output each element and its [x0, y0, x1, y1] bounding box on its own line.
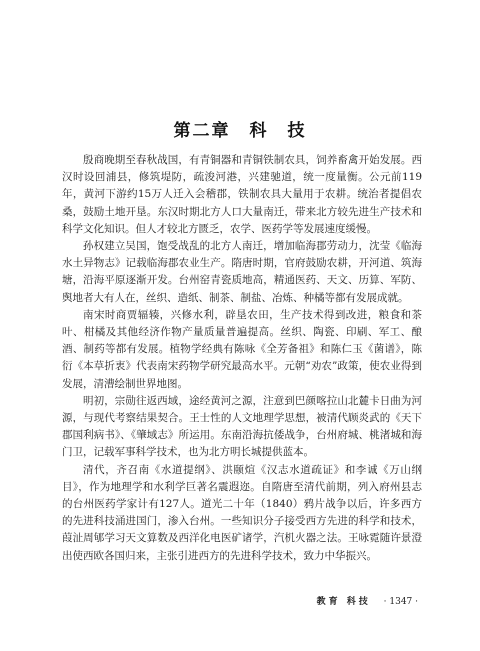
page-number: · 1347 ·: [383, 597, 418, 607]
footer-section-name: 教育 科技: [316, 597, 371, 607]
paragraph-3: 南宋时商贾辐辏，兴修水利，辟垦农田，生产技术得到改进，粮食和茶叶、柑橘及其他经济作物产量质量普遍提高。丝织、陶瓷、印刷、军工、酿酒、制药等都有发展。植物学经典有陈咏《全芳备祖》和陈仁玉《菌谱》，陈衍《本草折衷》代表南宋药物学研究最高水平。元朝“劝农”政策，使农业得到发展，清漕绘制世界地图。: [62, 308, 422, 390]
body-text: [62, 152, 422, 565]
paragraph-4: 明初，宗勋往返西域，途经黄河之源，注意到巴颜喀拉山北麓卡日曲为河源，与现代考察结果契合。王士性的人文地理学思想，被清代顾炎武的《天下郡国利病书》、《肇域志》所运用。东南沿海抗倭战争，台州府城、桃渚城和海门卫，记载军事科学技术，也为北方明长城提供蓝本。: [62, 394, 422, 459]
paragraph-2: 孙权建立吴国，饱受战乱的北方人南迁，增加临海郡劳动力，沈莹《临海水土异物志》记载临海郡农业生产。隋唐时期，官府鼓励农耕，开河道、筑海塘，沿海平原逐渐开发。台州窑青瓷质地高，精通医药、天文、历算、军防、舆地者大有人在，丝织、造纸、制茶、制盐、冶炼、种橘等都有发展成就。: [62, 240, 422, 304]
paragraph-5: 清代，齐召南《水道提纲》、洪颐煊《汉志水道疏证》和李诚《万山纲目》，作为地理学和水利学巨著名震遐迩。自隋唐至清代前期，列入府州县志的台州医药学家计有127人。道光二十年（1840）鸦片战争以后，许多西方的先进科技涌进国门，渗入台州。一些知识分子接受西方先进的科学和技术，葭沚周郇学习天文算数及西洋化电医矿诸学，汽机火器之法。王咏霓随许景澄出使西欧各国归来，主张引进西方的先进科学技术，致力中华振兴。: [62, 463, 422, 562]
paragraph-1: 殷商晚期至春秋战国，有青铜器和青铜铁制农具，饲养畜禽开始发展。西汉时设回浦县，修筑堤防，疏浚河港，兴建驰道，统一度量衡。公元前119年，黄河下游约15万人迁入会稽郡，铁制农具大量用于农耕。统治者提倡农桑，鼓励土地开垦。东汉时期北方人口大量南迁，带来北方较先进生产技术和科学文化知识。但人才较北方匮乏，农学、医药学等发展速度缓慢。: [62, 154, 422, 235]
page-footer: [317, 594, 418, 607]
chapter-title: 第二章 科 技: [173, 121, 307, 141]
